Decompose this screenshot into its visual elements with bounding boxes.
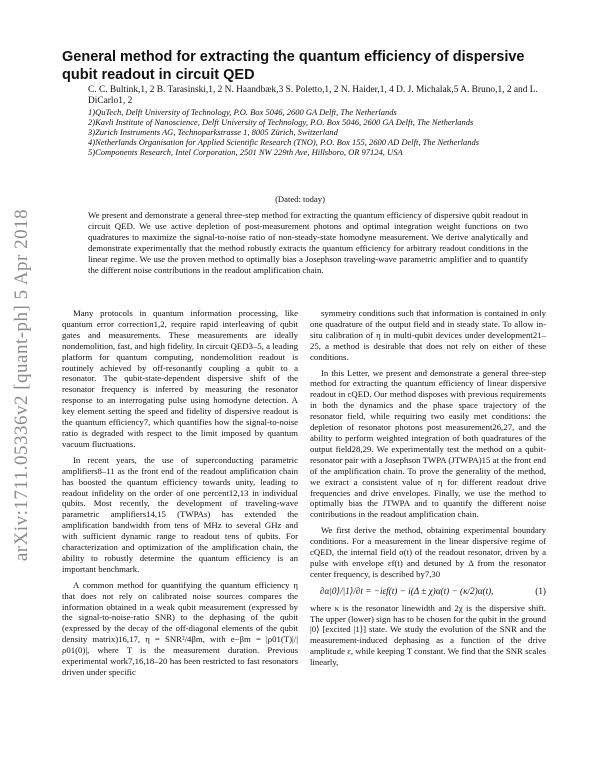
author-list: C. C. Bultink,1, 2 B. Tarasinski,1, 2 N. Haandbæk,3 S. Poletto,1, 2 N. Haider,1, 4 D. J. Michalak,5 A. Bruno,1, 2 and L. DiCarlo1, 2: [88, 85, 538, 106]
equation-1: [320, 586, 546, 597]
body-paragraph: Many protocols in quantum information processing, like quantum error correction1,2, require rapid interleaving of qubit gates and measurements. These measurements are ideally nondemolition, fast, and high fidelity. In circuit QED3–5, a leading platform for quantum computing, nondemolition readout is routinely achieved by off-resonantly coupling a qubit to a resonator. The qubit-state-dependent dispersive shift of the resonator frequency is inferred by measuring the resonator response to an interrogating pulse using homodyne detection. A key element setting the speed and fidelity of dispersive readout is the quantum efficiency7, which quantifies how the signal-to-noise ratio is degraded with respect to the limit imposed by quantum vacuum fluctuations.: [62, 308, 298, 449]
body-paragraph: where κ is the resonator linewidth and 2χ is the dispersive shift. The upper (lower) sign has to be chosen for the qubit in the ground |0⟩ [excited |1⟩] state. We study the evolution of the SNR and the measurement-induced dephasing as a function of the drive amplitude ε, while keeping T constant. We find that the SNR scales linearly,: [310, 602, 546, 668]
equation-body: ∂α|0⟩/|1⟩/∂t = −iεf(t) − i(Δ ± χ)α(t) − (κ/2)α(t),: [320, 585, 494, 596]
paper-title: General method for extracting the quantum efficiency of dispersive qubit readout in circuit QED: [62, 49, 525, 83]
affiliation-4: 4)Netherlands Organisation for Applied Scientific Research (TNO), P.O. Box 155, 2600 AD Delft, The Netherlands: [88, 137, 480, 147]
affiliation-list: [88, 107, 558, 157]
dated-line: (Dated: today): [275, 194, 325, 204]
arxiv-id: arXiv:1711.05336v2 [quant-ph] 5 Apr 2018: [11, 208, 32, 562]
arxiv-stamp: [4, 200, 40, 570]
body-paragraph: symmetry conditions such that information is contained in only one quadrature of the output field and in steady state. To allow in-situ calibration of η in multi-qubit devices under development21–25, a method is desirable that does not rely on either of these conditions.: [310, 308, 546, 362]
body-paragraph: In this Letter, we present and demonstrate a general three-step method for extracting the quantum efficiency of linear dispersive readout in cQED. Our method disposes with previous requirements in both the dynamics and the phase space trajectory of the resonator field, while requiring two easily met conditions: the depletion of resonator photons post measurement26,27, and the ability to perform weighted integration of both quadratures of the output field28,29. We experimentally test the method on a qubit-resonator pair with a Josephson TWPA (JTWPA)15 at the front end of the amplification chain. To prove the generality of the method, we extract a consistent value of η for different readout drive frequencies and drive envelopes. Finally, we use the method to optimally bias the JTWPA and to quantify the different noise contributions in the readout amplification chain.: [310, 367, 546, 520]
body-paragraph: In recent years, the use of superconducting parametric amplifiers8–11 as the front end of the readout amplification chain has boosted the quantum efficiency towards unity, leading to readout infidelity on the order of one percent12,13 in individual qubits. Most recently, the development of traveling-wave parametric amplifiers14,15 (TWPAs) has extended the amplification bandwidth from tens of MHz to several GHz and with sufficient dynamic range to readout tens of qubits. For characterization and optimization of the amplification chain, the ability to robustly determine the quantum efficiency is an important benchmark.: [62, 454, 298, 574]
right-column: [310, 308, 546, 668]
body-paragraph: We first derive the method, obtaining experimental boundary conditions. For a measurement in the linear dispersive regime of cQED, the internal field α(t) of the readout resonator, driven by a pulse with envelope εf(t) and detuned by Δ from the resonator center frequency, is described by7,30: [310, 525, 546, 579]
affiliation-5: 5)Components Research, Intel Corporation, 2501 NW 229th Ave, Hillsboro, OR 97124, USA: [88, 147, 403, 157]
affiliation-1: 1)QuTech, Delft University of Technology, P.O. Box 5046, 2600 GA Delft, The Netherlands: [88, 107, 397, 117]
affiliation-3: 3)Zurich Instruments AG, Technoparkstrasse 1, 8005 Zürich, Switzerland: [88, 127, 338, 137]
abstract: We present and demonstrate a general three-step method for extracting the quantum efficiency of dispersive qubit readout in circuit QED. We use active depletion of post-measurement photons and optimal integration weight functions on two quadratures to maximize the signal-to-noise ratio of non-steady-state homodyne measurement. We derive analytically and demonstrate experimentally that the method robustly extracts the quantum efficiency for arbitrary readout conditions in the linear regime. We use the proven method to optimally bias a Josephson traveling-wave parametric amplifier and to quantify the different noise contributions in the readout amplification chain.: [88, 210, 528, 275]
affiliation-2: 2)Kavli Institute of Nanoscience, Delft University of Technology, P.O. Box 5046, 2600 GA Delft, The Netherlands: [88, 117, 474, 127]
equation-number: (1): [535, 585, 546, 596]
left-column: [62, 308, 298, 678]
body-paragraph: A common method for quantifying the quantum efficiency η that does not rely on calibrated noise sources compares the information obtained in a weak qubit measurement (expressed by the signal-to-noise-ratio SNR) to the dephasing of the qubit (expressed by the decay of the off-diagonal elements of the qubit density matrix)16,17, η = SNR²/4βm, with e−βm = |ρ01(T)|/|ρ01(0)|, where T is the measurement duration. Previous experimental work7,16,18–20 has been restricted to fast resonators driven under specific: [62, 579, 298, 677]
